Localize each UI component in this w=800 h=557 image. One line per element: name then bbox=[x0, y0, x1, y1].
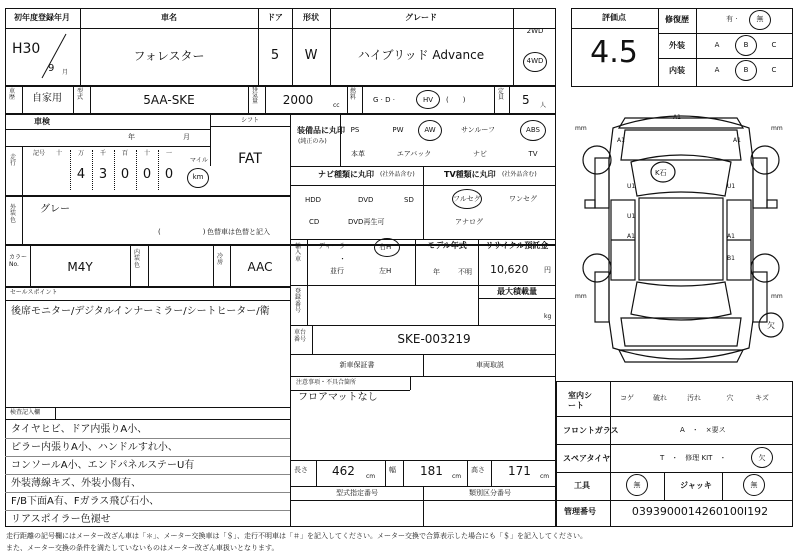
front-glass-label: フロントガラス bbox=[563, 426, 619, 435]
seat-option: 汚れ bbox=[687, 394, 701, 402]
car-damage-diagram bbox=[565, 100, 797, 375]
tv-fullseg: フルセグ bbox=[453, 195, 481, 203]
inspection-note-line: リアスポイラー色褪せ bbox=[11, 514, 111, 525]
width-value: 181 bbox=[420, 464, 443, 478]
seat-option: 穴 bbox=[726, 394, 734, 402]
owners-manual: 車両取説 bbox=[476, 361, 504, 369]
mm-label-3: mm bbox=[575, 293, 587, 300]
capacity-label: 定員 bbox=[498, 88, 505, 102]
model-year-unit: 年 bbox=[433, 268, 440, 276]
inspection-month: 月 bbox=[183, 133, 190, 141]
reg-month: 9 bbox=[48, 63, 55, 74]
max-load-label: 最大積載量 bbox=[497, 287, 537, 296]
fuel-paren: ( ) bbox=[446, 96, 466, 104]
mileage-digit-header: 百 bbox=[121, 150, 129, 157]
color-no-label: カラーNo. bbox=[9, 254, 28, 269]
tv-title: TV種類に丸印 bbox=[444, 170, 496, 179]
capacity-value: 5 bbox=[522, 93, 530, 107]
doors-value: 5 bbox=[270, 48, 280, 63]
width-label: 幅 bbox=[389, 466, 396, 474]
exterior-a: A bbox=[714, 41, 720, 49]
equipment-item: 本革 bbox=[351, 150, 365, 158]
interior-label: 内装 bbox=[669, 66, 685, 75]
mark-left-u1-2: U1 bbox=[627, 213, 636, 220]
mileage-digit-header: 千 bbox=[99, 150, 107, 157]
reg-year-header: 初年度登録年月 bbox=[14, 13, 70, 22]
tv-oneseg: ワンセグ bbox=[509, 195, 537, 203]
sales-point-text: 後席モニター/デジタルインナーミラー/シートヒーター/衛 bbox=[11, 306, 270, 317]
mark-missing: 欠 bbox=[767, 321, 775, 330]
mileage-digit: 0 bbox=[142, 167, 152, 182]
grade-header: グレード bbox=[405, 13, 437, 22]
navi-title: ナビ種類に丸印 bbox=[318, 170, 374, 179]
import-parallel: 並行 bbox=[330, 267, 344, 275]
navi-hdd: HDD bbox=[305, 196, 322, 204]
height-value: 171 bbox=[508, 464, 531, 478]
color-no-value: M4Y bbox=[67, 260, 93, 274]
grade-value: ハイブリッド Advance bbox=[357, 48, 485, 62]
hand-note: K石 bbox=[655, 169, 667, 177]
mark-front-right-a1: A1 bbox=[733, 137, 741, 144]
mm-label-4: mm bbox=[771, 293, 783, 300]
fuel-options: G · D · bbox=[373, 96, 395, 104]
inspection-note-line: ピラー内張りA小、ハンドルすれ小、 bbox=[11, 442, 178, 453]
inspection-label: 車検 bbox=[34, 117, 50, 126]
import-dealer: ディーラー bbox=[318, 242, 353, 250]
interior-c: C bbox=[771, 66, 777, 74]
exterior-c: C bbox=[771, 41, 777, 49]
navi-dvd: DVD bbox=[358, 196, 374, 204]
tool-selected: 無 bbox=[633, 481, 641, 489]
drive-4wd: 4WD bbox=[526, 57, 544, 65]
model-label: 型式 bbox=[77, 88, 84, 102]
chassis-value: SKE-003219 bbox=[397, 332, 471, 346]
inspection-notes-label: 検査記入欄 bbox=[10, 409, 41, 416]
import-right: 右H bbox=[379, 243, 392, 251]
navi-dvd-play: DVD再生可 bbox=[348, 218, 385, 226]
mileage-digit: 0 bbox=[120, 167, 130, 182]
recycle-label: リサイクル預託金 bbox=[485, 241, 549, 250]
color-value: グレー bbox=[40, 204, 70, 215]
sales-point-label: セールスポイント bbox=[10, 289, 58, 296]
shift-label: シフト bbox=[240, 117, 260, 124]
length-label: 長さ bbox=[294, 466, 308, 474]
repair-selected: 無 bbox=[756, 15, 764, 23]
equipment-item: PW bbox=[392, 126, 404, 134]
tv-analog: アナログ bbox=[455, 218, 483, 226]
interior-color-label: 内装色 bbox=[134, 249, 141, 269]
equipment-item: エアバック bbox=[396, 150, 432, 158]
mileage-label: 走行 bbox=[10, 154, 17, 168]
inspection-note-line: タイヤヒビ、ドア内張りA小、 bbox=[11, 424, 148, 435]
exterior-b: B bbox=[743, 41, 749, 49]
usage-label: 車歴 bbox=[9, 88, 16, 102]
management-number: 0393900014260100I192 bbox=[631, 505, 769, 518]
equipment-item: ナビ bbox=[473, 150, 487, 158]
model-year-label: モデル年式 bbox=[427, 241, 467, 250]
mileage-digit: 0 bbox=[164, 167, 174, 182]
model-value: 5AA-SKE bbox=[143, 93, 195, 107]
mileage-code-label: 記号 bbox=[33, 150, 46, 157]
shape-value: W bbox=[304, 48, 318, 63]
repair-history-label: 修復歴 bbox=[665, 15, 689, 24]
navi-cd: CD bbox=[309, 218, 320, 226]
mark-right-a1: A1 bbox=[727, 233, 735, 240]
seat-option: キズ bbox=[755, 394, 769, 402]
aw-circle bbox=[418, 120, 442, 141]
displacement-unit: cc bbox=[333, 102, 340, 109]
mark-right-u1: U1 bbox=[727, 183, 736, 190]
mark-right-b1: B1 bbox=[727, 255, 735, 262]
drive-2wd: 2WD bbox=[526, 27, 544, 35]
interior-a: A bbox=[714, 66, 720, 74]
reg-era: H30 bbox=[12, 41, 41, 57]
shape-header: 形状 bbox=[303, 13, 319, 22]
mileage-digit-header: 十 bbox=[55, 150, 63, 157]
car-name-header: 車名 bbox=[161, 13, 177, 22]
navi-sd: SD bbox=[404, 196, 414, 204]
front-glass-value: A ・ ×要ス bbox=[680, 426, 726, 434]
car-name-value: フォレスター bbox=[133, 49, 205, 63]
shift-value: FAT bbox=[238, 151, 262, 167]
doors-header: ドア bbox=[267, 13, 283, 22]
new-car-warranty: 新車保証書 bbox=[339, 361, 375, 369]
mileage-unit-mile: マイル bbox=[190, 157, 208, 164]
interior-b: B bbox=[743, 66, 749, 74]
jack-selected: 無 bbox=[750, 481, 758, 489]
spare-selected: 欠 bbox=[758, 454, 766, 462]
registration-label: 登録番号 bbox=[295, 288, 302, 314]
abs-circle bbox=[520, 120, 546, 141]
management-label: 管理番号 bbox=[564, 507, 596, 516]
ac-value: AAC bbox=[247, 260, 273, 274]
mileage-unit-km: km bbox=[192, 173, 204, 181]
import-left: 左H bbox=[379, 267, 392, 275]
length-value: 462 bbox=[332, 464, 355, 478]
model-year-unknown: 不明 bbox=[458, 268, 472, 276]
mark-front-left-a1: A1 bbox=[617, 137, 625, 144]
color-label: 外装色 bbox=[10, 204, 17, 224]
import-dot: ・ bbox=[339, 255, 346, 263]
capacity-unit: 人 bbox=[540, 102, 547, 109]
tool-label: 工具 bbox=[574, 481, 590, 490]
recycle-unit: 円 bbox=[544, 266, 551, 274]
inspection-year: 年 bbox=[128, 133, 135, 141]
recycle-value: 10,620 bbox=[490, 263, 529, 276]
mm-label-1: mm bbox=[575, 125, 587, 132]
usage-value: 自家用 bbox=[32, 93, 62, 104]
color-note: 色替車は色替と記入 bbox=[207, 228, 270, 236]
score-value: 4.5 bbox=[590, 35, 638, 70]
mileage-digit-header: 万 bbox=[77, 150, 85, 157]
mileage-digit: 4 bbox=[76, 167, 86, 182]
category-number-label: 類別区分番号 bbox=[469, 489, 511, 497]
spare-tire-options: T ・ 修理 KIT ・ bbox=[660, 454, 727, 462]
navi-sub: (社外品含む) bbox=[380, 171, 415, 178]
ac-label: 冷房 bbox=[217, 253, 224, 267]
exterior-label: 外装 bbox=[669, 41, 685, 50]
mileage-digit-header: 十 bbox=[143, 150, 151, 157]
height-label: 高さ bbox=[471, 466, 485, 474]
color-paren: ( ) bbox=[158, 228, 206, 236]
inspection-note-line: F/B下面A有、Fガラス飛び石小、 bbox=[11, 496, 160, 507]
height-unit: cm bbox=[540, 473, 550, 480]
mileage-digit: 3 bbox=[98, 167, 108, 182]
fuel-selected: HV bbox=[422, 96, 434, 104]
mm-label-2: mm bbox=[771, 125, 783, 132]
mileage-digit-header: 一 bbox=[165, 150, 173, 157]
score-label: 評価点 bbox=[602, 13, 626, 22]
length-unit: cm bbox=[366, 473, 376, 480]
notes-label: 注意事項・不具合箇所 bbox=[296, 379, 357, 386]
spare-tire-label: スペアタイヤ bbox=[563, 454, 611, 463]
seat-option: コゲ bbox=[620, 394, 634, 402]
inspection-note-line: コンソールA小、エンドパネルステーU有 bbox=[11, 460, 195, 471]
footer-line-2: また、メーター交換の条件を満たしていないものはメーター改ざん車扱いとなります。 bbox=[6, 544, 279, 552]
mark-left-a1: A1 bbox=[627, 233, 635, 240]
fuel-label: 燃料 bbox=[350, 88, 357, 102]
notes-text: フロアマットなし bbox=[298, 392, 378, 403]
tv-sub: (社外品含む) bbox=[502, 171, 537, 178]
equipment-item: AW bbox=[424, 126, 436, 134]
chassis-label: 車台番号 bbox=[294, 329, 307, 343]
seat-label: 室内シート bbox=[568, 391, 592, 410]
mark-left-u1: U1 bbox=[627, 183, 636, 190]
displacement-label: 排気量 bbox=[252, 86, 259, 106]
repair-options: 有 · bbox=[726, 15, 738, 23]
footer-line-1: 走行距離の記号欄にはメーター改ざん車は「＊」、メーター交換車は「＄」、走行不明車は「＃」を記入してください。メーター交換で合算表示した場合にも「＄」を記入してください。 bbox=[6, 532, 587, 540]
seat-option: 破れ bbox=[653, 394, 667, 402]
import-label: 輸入車 bbox=[295, 243, 302, 263]
jack-label: ジャッキ bbox=[680, 481, 712, 490]
equipment-item: TV bbox=[528, 150, 538, 158]
type-designation-label: 型式指定番号 bbox=[336, 489, 378, 497]
equipment-item: ABS bbox=[526, 126, 540, 134]
inspection-note-line: 外装薄線キズ、外装小傷有、 bbox=[11, 478, 142, 489]
equipment-sub: (純正のみ) bbox=[298, 138, 327, 145]
equipment-item: PS bbox=[350, 126, 360, 134]
reg-month-unit: 月 bbox=[62, 69, 69, 76]
max-load-unit: kg bbox=[544, 313, 552, 320]
width-unit: cm bbox=[452, 473, 462, 480]
mark-front-a1: A1 bbox=[673, 114, 681, 121]
equipment-item: サンルーフ bbox=[460, 126, 496, 134]
displacement-value: 2000 bbox=[282, 93, 314, 107]
equipment-label: 装備品に丸印 bbox=[297, 126, 345, 135]
